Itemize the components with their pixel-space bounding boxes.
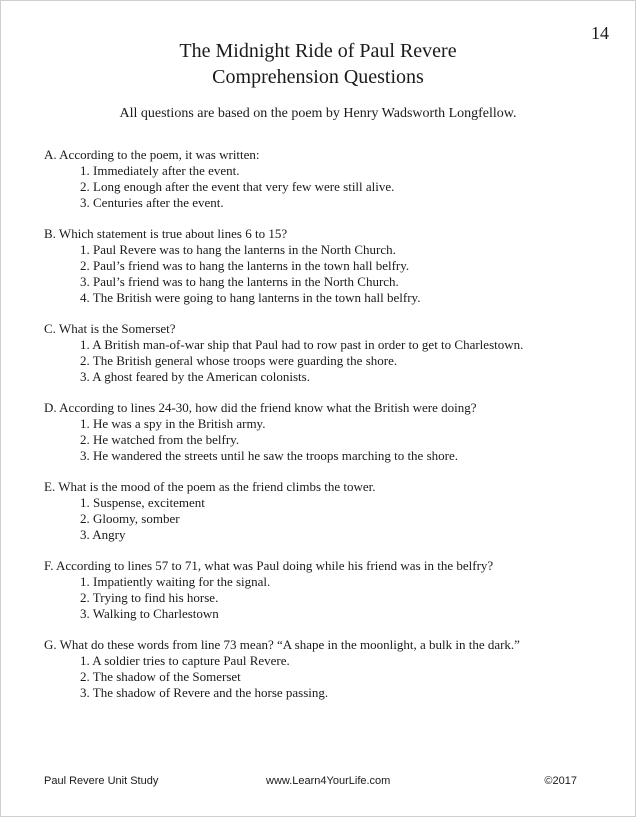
- question-block: [44, 479, 615, 543]
- answer-option: 1. Suspense, excitement: [80, 495, 205, 510]
- page-title: [1, 38, 635, 90]
- question-block: [44, 637, 615, 701]
- answer-options: [44, 163, 615, 211]
- question-text: F. According to lines 57 to 71, what was Paul doing while his friend was in the belfry?: [44, 558, 494, 573]
- question-text: C. What is the Somerset?: [44, 321, 176, 336]
- title-line-2: Comprehension Questions: [212, 66, 424, 88]
- question-block: [44, 226, 615, 306]
- footer-copyright: ©2017: [544, 775, 577, 787]
- answer-options: [44, 242, 615, 306]
- question-block: [44, 400, 615, 464]
- answer-option: 3. Angry: [80, 527, 126, 542]
- answer-option: 1. A soldier tries to capture Paul Revere.: [80, 653, 290, 668]
- instructions: All questions are based on the poem by Henry Wadsworth Longfellow.: [119, 106, 517, 121]
- answer-option: 2. Paul’s friend was to hang the lanterns in the town hall belfry.: [80, 258, 410, 273]
- question-list: [44, 147, 615, 716]
- answer-option: 3. The shadow of Revere and the horse passing.: [80, 685, 329, 700]
- answer-option: 3. Walking to Charlestown: [80, 606, 219, 621]
- answer-option: 2. Trying to find his horse.: [80, 590, 219, 605]
- answer-option: 1. He was a spy in the British army.: [80, 416, 266, 431]
- question-text: A. According to the poem, it was written:: [44, 147, 260, 162]
- answer-option: 1. A British man-of-war ship that Paul had to row past in order to get to Charlestown.: [80, 337, 524, 352]
- answer-option: 4. The British were going to hang lanterns in the town hall belfry.: [80, 290, 421, 305]
- question-text: E. What is the mood of the poem as the friend climbs the tower.: [44, 479, 376, 494]
- footer-website: www.Learn4YourLife.com: [266, 775, 391, 787]
- title-line-1: The Midnight Ride of Paul Revere: [179, 40, 457, 62]
- question-text: D. According to lines 24-30, how did the friend know what the British were doing?: [44, 400, 477, 415]
- answer-option: 1. Impatiently waiting for the signal.: [80, 574, 271, 589]
- question-text: G. What do these words from line 73 mean? “A shape in the moonlight, a bulk in the dark.”: [44, 637, 520, 652]
- answer-options: [44, 416, 615, 464]
- footer-unit-title: Paul Revere Unit Study: [44, 775, 159, 787]
- answer-option: 3. Paul’s friend was to hang the lanterns in the North Church.: [80, 274, 399, 289]
- answer-options: [44, 574, 615, 622]
- answer-option: 2. Gloomy, somber: [80, 511, 180, 526]
- answer-option: 2. The shadow of the Somerset: [80, 669, 241, 684]
- answer-option: 2. Long enough after the event that very few were still alive.: [80, 179, 395, 194]
- answer-options: [44, 495, 615, 543]
- answer-option: 3. He wandered the streets until he saw the troops marching to the shore.: [80, 448, 458, 463]
- answer-option: 2. The British general whose troops were guarding the shore.: [80, 353, 398, 368]
- question-text: B. Which statement is true about lines 6 to 15?: [44, 226, 288, 241]
- answer-option: 3. A ghost feared by the American colonists.: [80, 369, 310, 384]
- question-block: [44, 147, 615, 211]
- question-block: [44, 558, 615, 622]
- answer-options: [44, 337, 615, 385]
- answer-option: 3. Centuries after the event.: [80, 195, 224, 210]
- answer-option: 1. Immediately after the event.: [80, 163, 240, 178]
- question-block: [44, 321, 615, 385]
- answer-options: [44, 653, 615, 701]
- page-number: 14: [591, 23, 609, 43]
- answer-option: 2. He watched from the belfry.: [80, 432, 240, 447]
- answer-option: 1. Paul Revere was to hang the lanterns in the North Church.: [80, 242, 396, 257]
